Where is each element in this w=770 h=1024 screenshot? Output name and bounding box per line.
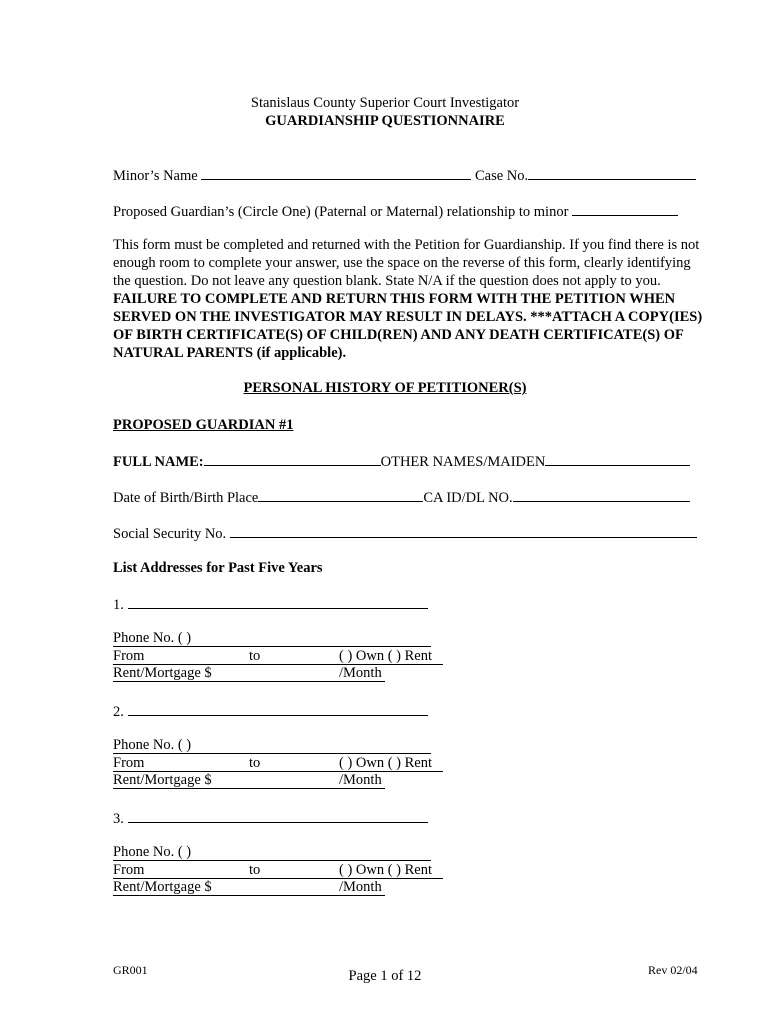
addresses-heading: List Addresses for Past Five Years (113, 560, 323, 576)
to-label: to (249, 648, 261, 664)
other-names-label: OTHER NAMES/MAIDEN (380, 454, 546, 470)
form-subtitle: GUARDIANSHIP QUESTIONNAIRE (265, 113, 505, 129)
rent-row (113, 771, 385, 788)
ca-id-field[interactable] (513, 487, 690, 502)
phone-label: Phone No. ( ) (113, 844, 192, 860)
own-rent-label: ( ) Own ( ) Rent (339, 862, 433, 878)
from-label: From (113, 755, 145, 771)
address-field[interactable] (128, 808, 428, 823)
form-title: Stanislaus County Superior Court Investigator (250, 95, 520, 111)
ssn-row (113, 523, 697, 543)
own-rent-label: ( ) Own ( ) Rent (339, 648, 433, 664)
rent-label: Rent/Mortgage $ (113, 879, 212, 895)
rent-label: Rent/Mortgage $ (113, 665, 212, 681)
to-label: to (249, 755, 261, 771)
rent-label: Rent/Mortgage $ (113, 772, 212, 788)
to-label: to (249, 862, 261, 878)
full-name-row (113, 451, 690, 471)
phone-row[interactable] (113, 629, 431, 647)
phone-label: Phone No. ( ) (113, 630, 192, 646)
dates-row (113, 754, 443, 771)
full-name-label: FULL NAME: (113, 454, 204, 470)
address-number: 1. (113, 597, 124, 613)
instructions-paragraph (113, 236, 705, 362)
rent-row (113, 664, 385, 681)
minor-name-row (113, 165, 696, 185)
dates-row (113, 647, 443, 664)
dob-row (113, 487, 690, 507)
phone-row[interactable] (113, 736, 431, 754)
full-name-field[interactable] (204, 451, 381, 466)
dates-row (113, 861, 443, 878)
from-label: From (113, 648, 145, 664)
from-label: From (113, 862, 145, 878)
revision: Rev 02/04 (648, 963, 698, 977)
dob-label: Date of Birth/Birth Place (113, 490, 259, 506)
case-no-field[interactable] (528, 165, 696, 180)
instructions-text: This form must be completed and returned with the Petition for Guardianship. If you find there is not enough room to complete your answer, use the space on the reverse of this form, clearly identifying the question. Do not leave any question blank. State N/A if the question does not apply to you. (113, 237, 700, 289)
phone-row[interactable] (113, 843, 431, 861)
address-entry-3 (113, 808, 428, 828)
relationship-row (113, 201, 678, 221)
address-entry-2 (113, 701, 428, 721)
month-label: /Month (339, 879, 382, 895)
address-number: 3. (113, 811, 124, 827)
month-label: /Month (339, 772, 382, 788)
section-title: PERSONAL HISTORY OF PETITIONER(S) (243, 380, 527, 396)
phone-label: Phone No. ( ) (113, 737, 192, 753)
ssn-field[interactable] (230, 523, 697, 538)
address-field[interactable] (128, 701, 428, 716)
form-id: GR001 (113, 963, 148, 977)
minor-name-field[interactable] (201, 165, 471, 180)
relationship-label: Proposed Guardian’s (Circle One) (Paternal or Maternal) relationship to minor (113, 204, 569, 220)
other-names-field[interactable] (545, 451, 690, 466)
address-entry-1 (113, 594, 428, 614)
dob-field[interactable] (258, 487, 423, 502)
minor-name-label: Minor’s Name (113, 168, 198, 184)
address-field[interactable] (128, 594, 428, 609)
month-label: /Month (339, 665, 382, 681)
ca-id-label: CA ID/DL NO. (423, 490, 513, 506)
page-number: Page 1 of 12 (348, 968, 422, 984)
address-number: 2. (113, 704, 124, 720)
case-no-label: Case No. (474, 168, 529, 184)
instructions-warning: FAILURE TO COMPLETE AND RETURN THIS FORM WITH THE PETITION WHEN SERVED ON THE INVESTIGATOR MAY RESULT IN DELAYS. ***ATTACH A COPY(IES) OF BIRTH CERTIFICATE(S) OF CHILD(REN) AND ANY DEATH CERTIFICATE(S) OF NATURAL PARENTS (if applicable). (113, 291, 703, 361)
guardian-heading: PROPOSED GUARDIAN #1 (113, 417, 294, 433)
ssn-label: Social Security No. (113, 526, 227, 542)
own-rent-label: ( ) Own ( ) Rent (339, 755, 433, 771)
relationship-field[interactable] (572, 201, 678, 216)
rent-row (113, 878, 385, 895)
